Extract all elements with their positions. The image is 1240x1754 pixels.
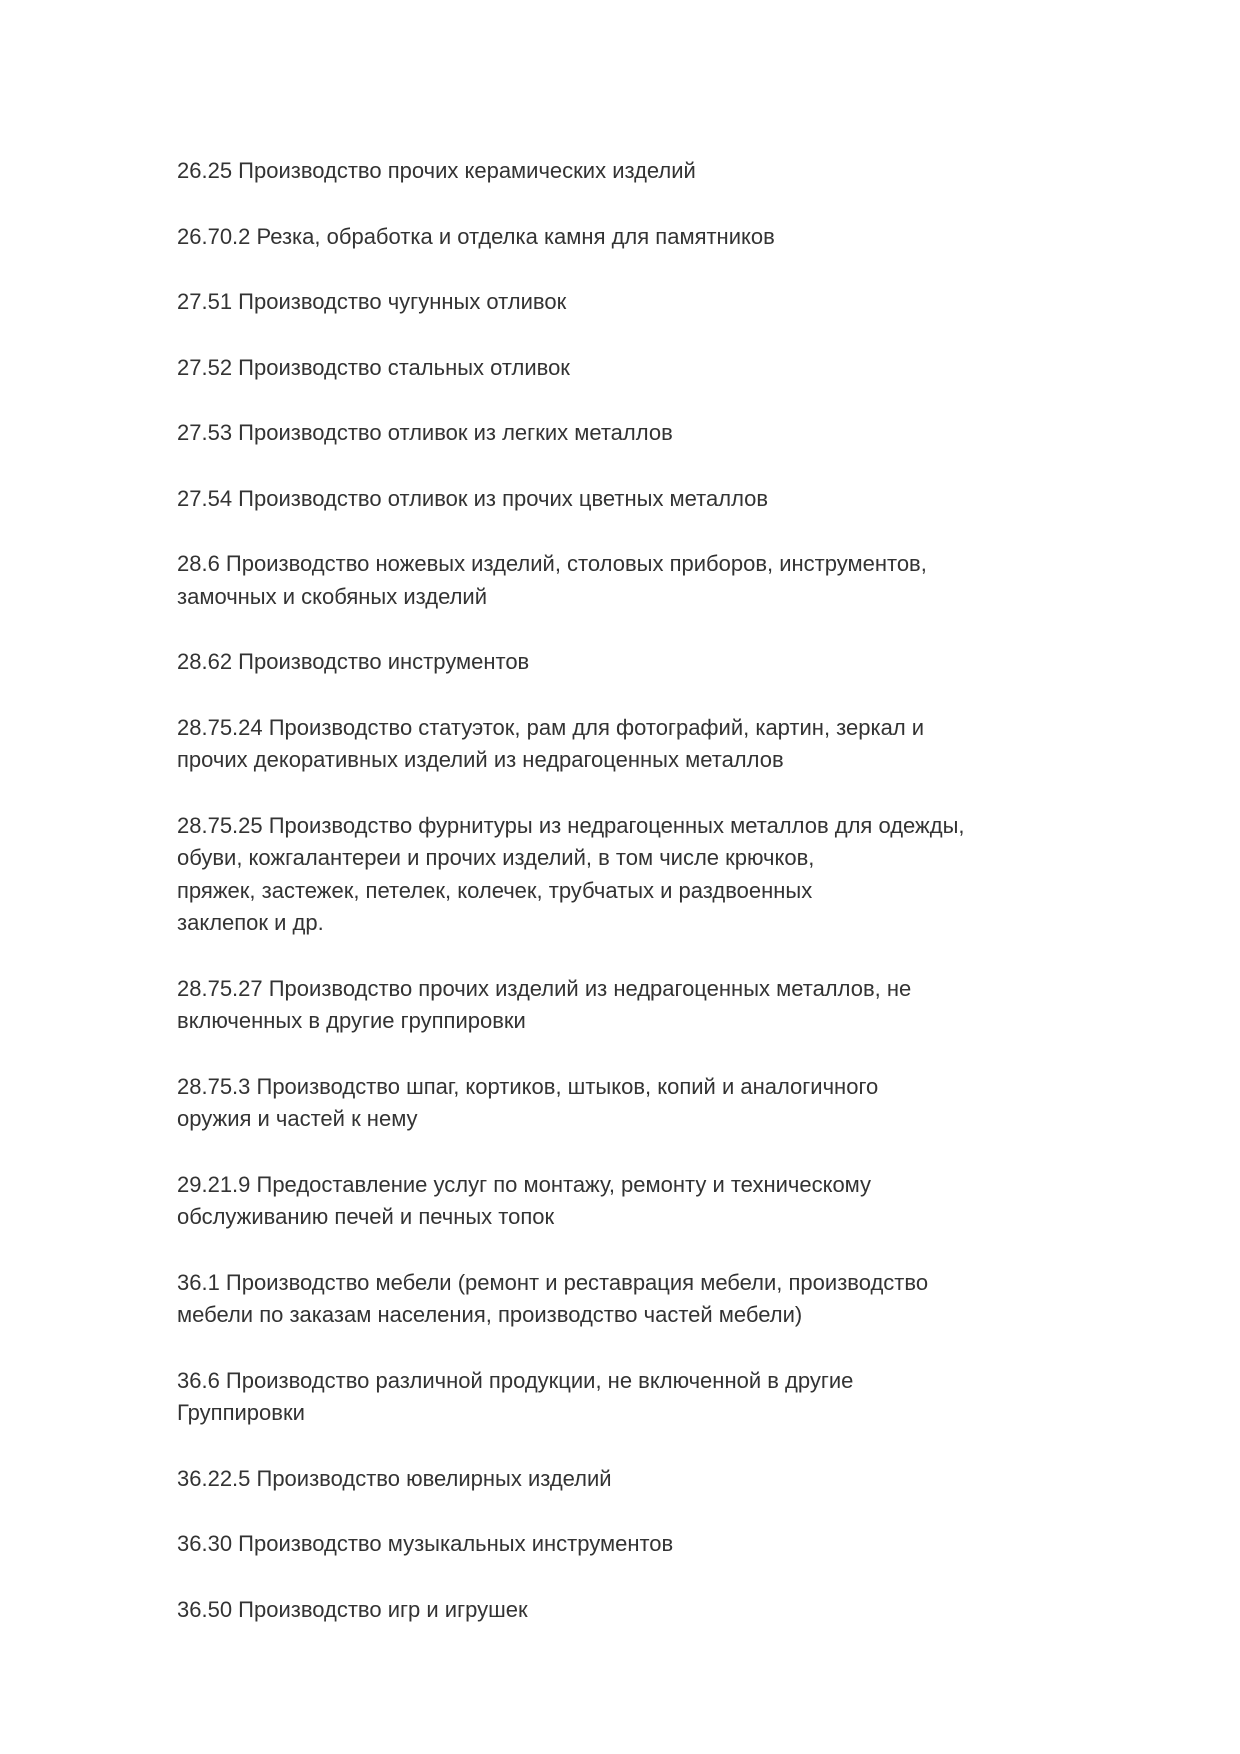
entry-line: 36.50 Производство игр и игрушек [177, 1596, 528, 1622]
entry-line: 28.75.3 Производство шпаг, кортиков, штыков, копий и аналогичного [177, 1073, 879, 1099]
list-entry [177, 417, 1037, 450]
list-entry [177, 352, 1037, 385]
entry-line: обуви, кожгалантереи и прочих изделий, в том числе крючков, [177, 845, 815, 870]
entry-line: 26.70.2 Резка, обработка и отделка камня для памятников [177, 223, 775, 249]
entry-line: оружия и частей к нему [177, 1106, 418, 1131]
entry-line: 28.62 Производство инструментов [177, 649, 530, 674]
entry-line: 27.54 Производство отливок из прочих цветных металлов [177, 485, 769, 511]
list-entry [177, 1365, 1037, 1430]
list-entry [177, 1071, 1037, 1136]
list-entry [177, 1528, 1037, 1561]
list-entry [177, 483, 1037, 516]
list-entry [177, 712, 1037, 777]
entry-line: 27.53 Производство отливок из легких металлов [177, 420, 673, 445]
list-entry [177, 221, 1037, 254]
entry-line: мебели по заказам населения, производство частей мебели) [177, 1302, 803, 1327]
entry-line: 27.51 Производство чугунных отливок [177, 289, 567, 314]
list-entry [177, 1594, 1037, 1627]
entry-line: 36.22.5 Производство ювелирных изделий [177, 1465, 612, 1491]
entry-line: 28.75.24 Производство статуэток, рам для фотографий, картин, зеркал и [177, 714, 925, 740]
list-entry [177, 1169, 1037, 1234]
entry-line: 28.6 Производство ножевых изделий, столовых приборов, инструментов, [177, 551, 927, 576]
entry-line: 36.6 Производство различной продукции, не включенной в другие [177, 1367, 854, 1393]
entry-line: прочих декоративных изделий из недрагоценных металлов [177, 747, 784, 772]
entry-line: 28.75.27 Производство прочих изделий из недрагоценных металлов, не [177, 975, 912, 1001]
entry-line: замочных и скобяных изделий [177, 583, 487, 609]
entry-line: 26.25 Производство прочих керамических изделий [177, 158, 696, 183]
list-entry [177, 646, 1037, 679]
list-entry [177, 1463, 1037, 1496]
entry-line: 36.1 Производство мебели (ремонт и реставрация мебели, производство [177, 1269, 929, 1295]
entry-line: Группировки [177, 1400, 305, 1425]
entry-line: 36.30 Производство музыкальных инструментов [177, 1531, 674, 1556]
list-entry [177, 1267, 1037, 1332]
entry-line: включенных в другие группировки [177, 1008, 526, 1033]
entry-line: 29.21.9 Предоставление услуг по монтажу, ремонту и техническому [177, 1171, 872, 1197]
list-entry [177, 286, 1037, 319]
list-entry [177, 155, 1037, 188]
list-entry [177, 548, 1037, 613]
entry-line: 28.75.25 Производство фурнитуры из недрагоценных металлов для одежды, [177, 812, 965, 838]
list-entry [177, 810, 1037, 940]
list-entry [177, 973, 1037, 1038]
entry-line: 27.52 Производство стальных отливок [177, 354, 570, 380]
entry-line: заклепок и др. [177, 910, 324, 935]
activity-code-list [177, 155, 1037, 1659]
entry-line: пряжек, застежек, петелек, колечек, трубчатых и раздвоенных [177, 877, 813, 903]
entry-line: обслуживанию печей и печных топок [177, 1204, 555, 1229]
